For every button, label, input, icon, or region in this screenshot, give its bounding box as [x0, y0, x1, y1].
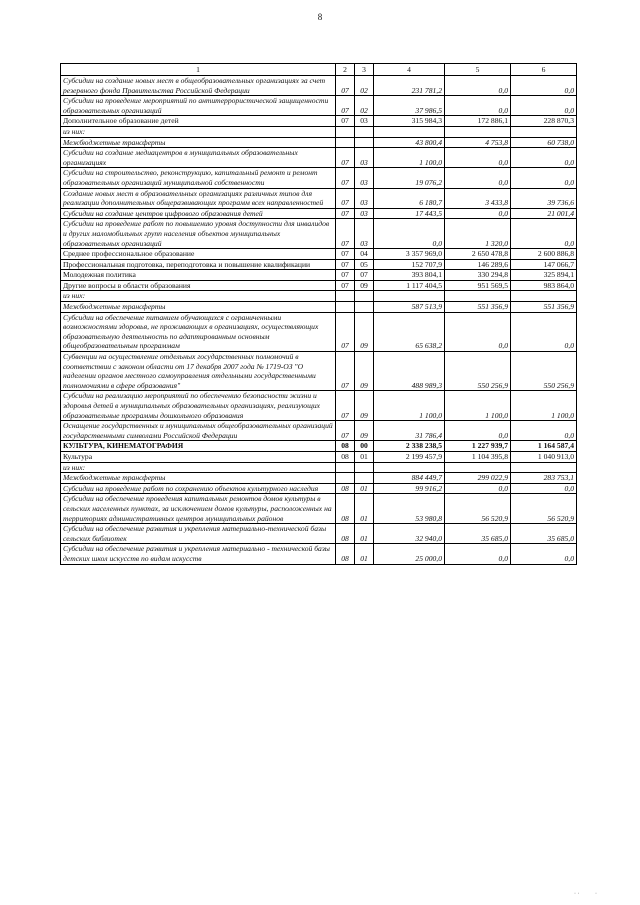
cell-section — [336, 462, 355, 473]
table-row — [61, 137, 577, 148]
cell-value-2024: 0,0 — [374, 219, 445, 249]
cell-value-2024: 884 449,7 — [374, 473, 445, 484]
cell-subsection: 07 — [355, 270, 374, 281]
cell-value-2025: 35 685,0 — [445, 524, 511, 544]
cell-value-2024: 3 357 969,0 — [374, 249, 445, 260]
cell-section: 07 — [336, 148, 355, 168]
cell-value-2026: 551 356,9 — [511, 302, 577, 313]
cell-section — [336, 137, 355, 148]
cell-value-2024: 25 000,0 — [374, 544, 445, 564]
cell-subsection: 01 — [355, 483, 374, 494]
cell-value-2025: 0,0 — [445, 76, 511, 96]
cell-value-2026: 1 164 587,4 — [511, 441, 577, 452]
cell-value-2026: 983 864,0 — [511, 280, 577, 291]
cell-section: 07 — [336, 249, 355, 260]
cell-section: 07 — [336, 188, 355, 208]
cell-subsection: 03 — [355, 116, 374, 127]
cell-value-2025: 1 320,0 — [445, 219, 511, 249]
table-row — [61, 188, 577, 208]
cell-name: Субсидии на создание центров цифрового образования детей — [61, 208, 336, 219]
cell-subsection: 03 — [355, 208, 374, 219]
cell-section: 07 — [336, 280, 355, 291]
table-row — [61, 391, 577, 421]
cell-value-2024: 31 786,4 — [374, 421, 445, 441]
cell-value-2024: 393 804,1 — [374, 270, 445, 281]
cell-value-2025: 0,0 — [445, 421, 511, 441]
cell-section: 07 — [336, 421, 355, 441]
cell-section: 07 — [336, 219, 355, 249]
table-row — [61, 352, 577, 391]
cell-subsection — [355, 302, 374, 313]
cell-value-2024: 99 916,2 — [374, 483, 445, 494]
cell-subsection: 03 — [355, 219, 374, 249]
column-header: 3 — [355, 64, 374, 76]
cell-subsection: 02 — [355, 76, 374, 96]
cell-value-2024: 32 940,0 — [374, 524, 445, 544]
cell-value-2024: 1 100,0 — [374, 391, 445, 421]
cell-subsection — [355, 291, 374, 302]
cell-value-2026: 0,0 — [511, 148, 577, 168]
cell-section: 07 — [336, 259, 355, 270]
cell-value-2026: 325 894,1 — [511, 270, 577, 281]
cell-value-2024: 17 443,5 — [374, 208, 445, 219]
cell-subsection — [355, 137, 374, 148]
cell-name: Другие вопросы в области образования — [61, 280, 336, 291]
cell-section: 08 — [336, 441, 355, 452]
table-row — [61, 462, 577, 473]
cell-value-2025: 1 104 395,8 — [445, 451, 511, 462]
cell-name: Субсидии на строительство, реконструкцию, капитальный ремонт и ремонт образовательных организаций муниципальной собственности — [61, 168, 336, 188]
cell-value-2025: 146 289,6 — [445, 259, 511, 270]
cell-name: Профессиональная подготовка, переподготовка и повышение квалификации — [61, 259, 336, 270]
cell-value-2024: 53 980,8 — [374, 494, 445, 524]
cell-value-2024 — [374, 291, 445, 302]
cell-subsection: 03 — [355, 188, 374, 208]
cell-section: 07 — [336, 208, 355, 219]
cell-section: 07 — [336, 352, 355, 391]
footer-mark: · · — [574, 891, 580, 897]
table-row — [61, 270, 577, 281]
column-header: 4 — [374, 64, 445, 76]
table-row — [61, 524, 577, 544]
column-header: 2 — [336, 64, 355, 76]
cell-name: Субсидии на проведение работ по сохранению объектов культурного наследия — [61, 483, 336, 494]
cell-name: Субсидии на обеспечение проведения капитальных ремонтов домов культуры в сельских населенных пунктах, за исключением домов культуры, расположенных на территориях административных центров муниципальных районов — [61, 494, 336, 524]
cell-value-2026 — [511, 126, 577, 137]
cell-value-2025: 0,0 — [445, 544, 511, 564]
cell-value-2026 — [511, 462, 577, 473]
cell-value-2026: 0,0 — [511, 312, 577, 351]
table-row — [61, 494, 577, 524]
cell-value-2026: 1 100,0 — [511, 391, 577, 421]
cell-value-2024: 1 117 404,5 — [374, 280, 445, 291]
cell-value-2024: 2 199 457,9 — [374, 451, 445, 462]
cell-value-2024: 231 781,2 — [374, 76, 445, 96]
table-row — [61, 208, 577, 219]
cell-name: Субсидии на обеспечение питанием обучающихся с ограниченными возможностями здоровья, не проживающих в организациях, осуществляющих образовательную деятельность по адаптированным основным общеобразовательным программам — [61, 312, 336, 351]
cell-value-2026: 60 738,0 — [511, 137, 577, 148]
cell-value-2026: 56 520,9 — [511, 494, 577, 524]
cell-value-2024: 587 513,9 — [374, 302, 445, 313]
cell-subsection: 01 — [355, 544, 374, 564]
footer-marks — [560, 891, 597, 897]
cell-subsection: 09 — [355, 280, 374, 291]
table-row — [61, 249, 577, 260]
table-row — [61, 148, 577, 168]
table-row — [61, 76, 577, 96]
cell-value-2024: 1 100,0 — [374, 148, 445, 168]
cell-section — [336, 473, 355, 484]
cell-name: из них: — [61, 126, 336, 137]
cell-value-2025: 3 433,8 — [445, 188, 511, 208]
cell-section — [336, 291, 355, 302]
cell-value-2025: 330 294,8 — [445, 270, 511, 281]
cell-value-2024: 152 707,9 — [374, 259, 445, 270]
cell-subsection: 01 — [355, 451, 374, 462]
cell-value-2025: 1 227 939,7 — [445, 441, 511, 452]
cell-value-2026: 21 001,4 — [511, 208, 577, 219]
cell-value-2024 — [374, 462, 445, 473]
cell-subsection: 03 — [355, 148, 374, 168]
cell-name: Культура — [61, 451, 336, 462]
cell-name: из них: — [61, 291, 336, 302]
footer-mark: · — [595, 891, 597, 897]
cell-name: Создание новых мест в образовательных организациях различных типов для реализации дополнительных общеразвивающих программ всех направленностей — [61, 188, 336, 208]
table-row — [61, 483, 577, 494]
cell-section: 08 — [336, 451, 355, 462]
cell-section: 07 — [336, 96, 355, 116]
cell-name: из них: — [61, 462, 336, 473]
cell-value-2024: 65 638,2 — [374, 312, 445, 351]
cell-value-2024 — [374, 126, 445, 137]
cell-name: Субсидии на обеспечение развития и укрепления материально - технической базы детских школ искусств по видам искусств — [61, 544, 336, 564]
cell-section: 07 — [336, 116, 355, 127]
cell-subsection — [355, 462, 374, 473]
table-row — [61, 421, 577, 441]
cell-value-2025 — [445, 126, 511, 137]
cell-section — [336, 302, 355, 313]
cell-subsection: 00 — [355, 441, 374, 452]
cell-subsection: 03 — [355, 168, 374, 188]
cell-value-2025: 299 022,9 — [445, 473, 511, 484]
cell-subsection: 04 — [355, 249, 374, 260]
cell-section — [336, 126, 355, 137]
cell-subsection: 02 — [355, 96, 374, 116]
table-row — [61, 441, 577, 452]
cell-subsection — [355, 126, 374, 137]
cell-value-2025 — [445, 291, 511, 302]
cell-subsection: 09 — [355, 421, 374, 441]
cell-section: 07 — [336, 391, 355, 421]
table-row — [61, 116, 577, 127]
cell-name: Субсидии на создание новых мест в общеобразовательных организациях за счет резервного фонда Правительства Российской Федерации — [61, 76, 336, 96]
table-row — [61, 168, 577, 188]
column-header: 6 — [511, 64, 577, 76]
cell-value-2026: 0,0 — [511, 483, 577, 494]
cell-subsection: 09 — [355, 352, 374, 391]
cell-name: Среднее профессиональное образование — [61, 249, 336, 260]
cell-section: 08 — [336, 544, 355, 564]
table-row — [61, 291, 577, 302]
cell-name: Молодежная политика — [61, 270, 336, 281]
cell-subsection: 01 — [355, 524, 374, 544]
cell-name: Субсидии на обеспечение развития и укрепления материально-технической базы сельских библиотек — [61, 524, 336, 544]
cell-value-2026: 0,0 — [511, 219, 577, 249]
cell-value-2026 — [511, 291, 577, 302]
budget-table — [60, 63, 577, 565]
table-row — [61, 259, 577, 270]
cell-value-2025: 551 356,9 — [445, 302, 511, 313]
table-row — [61, 302, 577, 313]
cell-section: 07 — [336, 270, 355, 281]
cell-value-2026: 2 600 886,8 — [511, 249, 577, 260]
cell-value-2025: 172 886,1 — [445, 116, 511, 127]
cell-subsection: 09 — [355, 391, 374, 421]
cell-value-2025: 4 753,8 — [445, 137, 511, 148]
cell-subsection: 09 — [355, 312, 374, 351]
cell-value-2024: 37 986,5 — [374, 96, 445, 116]
table-row — [61, 280, 577, 291]
cell-value-2026: 1 040 913,0 — [511, 451, 577, 462]
cell-value-2026: 0,0 — [511, 421, 577, 441]
cell-value-2024: 488 989,3 — [374, 352, 445, 391]
table-row — [61, 126, 577, 137]
cell-section: 08 — [336, 524, 355, 544]
page-number: 8 — [317, 12, 323, 22]
cell-subsection: 01 — [355, 494, 374, 524]
table-header-row — [61, 64, 577, 76]
cell-value-2025: 0,0 — [445, 168, 511, 188]
cell-value-2026: 0,0 — [511, 96, 577, 116]
cell-name: Межбюджетные трансферты — [61, 137, 336, 148]
cell-subsection: 05 — [355, 259, 374, 270]
cell-value-2025: 1 100,0 — [445, 391, 511, 421]
table-row — [61, 312, 577, 351]
table-row — [61, 473, 577, 484]
cell-value-2026: 39 736,6 — [511, 188, 577, 208]
cell-name: КУЛЬТУРА, КИНЕМАТОГРАФИЯ — [61, 441, 336, 452]
cell-value-2025: 56 520,9 — [445, 494, 511, 524]
cell-name: Межбюджетные трансферты — [61, 473, 336, 484]
cell-section: 08 — [336, 483, 355, 494]
cell-value-2025 — [445, 462, 511, 473]
cell-value-2024: 43 800,4 — [374, 137, 445, 148]
cell-value-2024: 6 180,7 — [374, 188, 445, 208]
table-row — [61, 219, 577, 249]
cell-value-2025: 951 569,5 — [445, 280, 511, 291]
cell-value-2024: 315 984,3 — [374, 116, 445, 127]
cell-value-2026: 0,0 — [511, 544, 577, 564]
cell-section: 08 — [336, 494, 355, 524]
column-header: 5 — [445, 64, 511, 76]
cell-name: Субсидии на создание медиацентров в муниципальных образовательных организациях — [61, 148, 336, 168]
cell-name: Субсидии на проведение мероприятий по антитеррористической защищенности образовательных организаций — [61, 96, 336, 116]
cell-value-2026: 228 870,3 — [511, 116, 577, 127]
cell-value-2026: 35 685,0 — [511, 524, 577, 544]
cell-value-2026: 550 256,9 — [511, 352, 577, 391]
cell-value-2026: 0,0 — [511, 168, 577, 188]
cell-name: Субвенции на осуществление отдельных государственных полномочий в соответствии с законом области от 17 декабря 2007 года № 1719-ОЗ "О наделении органов местного самоуправления отдельными государственными полномочиями в сфере образования" — [61, 352, 336, 391]
table-body — [61, 76, 577, 565]
cell-value-2026: 283 753,1 — [511, 473, 577, 484]
cell-value-2024: 2 338 238,5 — [374, 441, 445, 452]
table-row — [61, 451, 577, 462]
cell-name: Оснащение государственных и муниципальных общеобразовательных организаций государственными символами Российской Федерации — [61, 421, 336, 441]
cell-value-2025: 0,0 — [445, 312, 511, 351]
cell-value-2024: 19 076,2 — [374, 168, 445, 188]
cell-value-2025: 550 256,9 — [445, 352, 511, 391]
cell-section: 07 — [336, 168, 355, 188]
cell-name: Субсидии на реализацию мероприятий по обеспечению безопасности жизни и здоровья детей в муниципальных образовательных организациях, реализующих образовательные программы дошкольного образования — [61, 391, 336, 421]
cell-name: Субсидии на проведение работ по повышению уровня доступности для инвалидов и других маломобильных групп населения объектов муниципальных образовательных организаций — [61, 219, 336, 249]
column-header: 1 — [61, 64, 336, 76]
cell-value-2025: 2 650 478,8 — [445, 249, 511, 260]
cell-value-2025: 0,0 — [445, 148, 511, 168]
table-row — [61, 544, 577, 564]
cell-value-2025: 0,0 — [445, 96, 511, 116]
cell-value-2025: 0,0 — [445, 208, 511, 219]
cell-value-2026: 0,0 — [511, 76, 577, 96]
cell-name: Дополнительное образование детей — [61, 116, 336, 127]
cell-value-2025: 0,0 — [445, 483, 511, 494]
table-row — [61, 96, 577, 116]
cell-section: 07 — [336, 312, 355, 351]
cell-section: 07 — [336, 76, 355, 96]
cell-value-2026: 147 066,7 — [511, 259, 577, 270]
cell-name: Межбюджетные трансферты — [61, 302, 336, 313]
cell-subsection — [355, 473, 374, 484]
